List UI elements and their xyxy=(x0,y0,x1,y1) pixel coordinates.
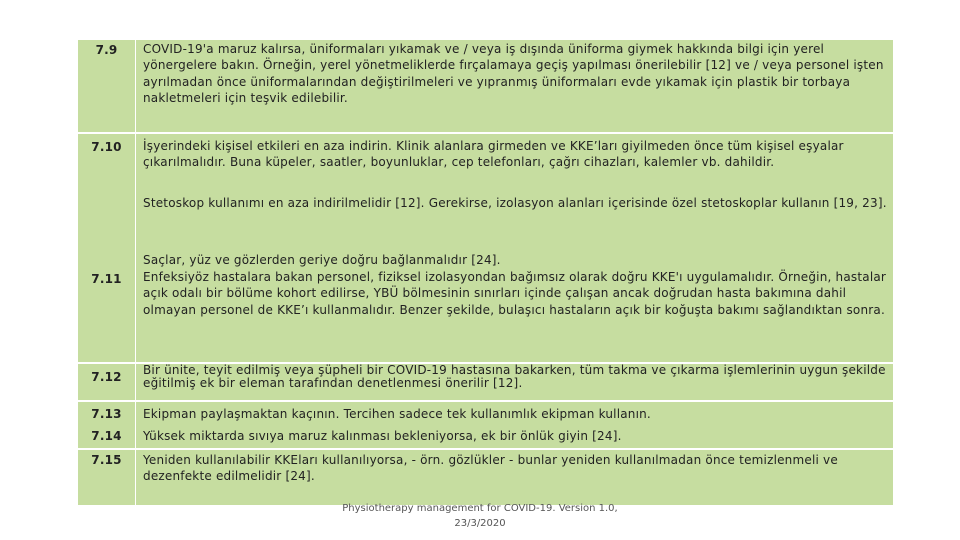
footer xyxy=(330,501,630,531)
row-number-7-14: 7.14 xyxy=(91,429,122,443)
row-divider xyxy=(78,132,893,134)
row-text-7-11: Enfeksiyöz hastalara bakan personel, fiziksel izolasyondan bağımsız olarak doğru KKE'ı uygulamalıdır. Örneğin, hastalar açık odalı bir bölüme kohort edilirse, YBÜ bölmesinin sınırları içinde çalışan ancak doğrudan hasta bakımına dahil olmayan personel de KKE’ı kullanmalıdır. Benzer şekilde, bulaşıcı hastaların açık bir koğuşta bakımı sağlandıktan sonra. xyxy=(143,270,887,317)
row-text-stethoscope: Stetoskop kullanımı en aza indirilmelidir [12]. Gerekirse, izolasyon alanları içerisinde özel stetoskoplar kullanın [19, 23]. xyxy=(143,196,887,210)
row-text-hair: Saçlar, yüz ve gözlerden geriye doğru bağlanmalıdır [24]. xyxy=(143,253,501,267)
column-divider xyxy=(135,40,136,505)
footer-line-2: 23/3/2020 xyxy=(454,518,506,529)
row-text-7-14: Yüksek miktarda sıvıya maruz kalınması bekleniyorsa, ek bir önlük giyin [24]. xyxy=(143,429,622,443)
row-text-7-12: Bir ünite, teyit edilmiş veya şüpheli bir COVID-19 hastasına bakarken, tüm takma ve çıkarma işlemlerinin uygun şekilde eğitilmiş ek bir eleman tarafından denetlenmesi önerilir [12]. xyxy=(143,363,886,390)
footer-line-1: Physiotherapy management for COVID-19. Version 1.0, xyxy=(342,503,618,514)
row-number-7-10: 7.10 xyxy=(91,140,122,154)
row-number-7-9: 7.9 xyxy=(95,43,118,57)
row-text-7-13: Ekipman paylaşmaktan kaçının. Tercihen sadece tek kullanımlık ekipman kullanın. xyxy=(143,407,651,421)
row-divider xyxy=(78,448,893,450)
row-text-7-9: COVID-19'a maruz kalırsa, üniformaları yıkamak ve / veya iş dışında üniforma giymek hakkında bilgi için yerel yönergelere bakın. Örneğin, yerel yönetmeliklerde fırçalamaya geçiş yapılması önerilebilir [12] ve / veya personel işten ayrılmadan önce üniformalarından değiştirilmeleri ve yıpranmış üniformaları evde yıkamak için plastik bir torbaya nakletmeleri için teşvik edilebilir. xyxy=(143,42,884,105)
row-text-7-10: İşyerindeki kişisel etkileri en aza indirin. Klinik alanlara girmeden ve KKE’ları giyilmeden önce tüm kişisel eşyalar çıkarılmalıdır. Buna küpeler, saatler, boyunluklar, cep telefonları, çağrı cihazları, kalemler vb. dahildir. xyxy=(143,139,844,170)
row-number-7-15: 7.15 xyxy=(91,453,122,467)
row-text-7-15: Yeniden kullanılabilir KKEları kullanılıyorsa, - örn. gözlükler - bunlar yeniden kullanılmadan önce temizlenmeli ve dezenfekte edilmelidir [24]. xyxy=(143,453,838,484)
row-number-7-12: 7.12 xyxy=(91,370,122,384)
row-divider xyxy=(78,400,893,402)
row-number-7-13: 7.13 xyxy=(91,407,122,421)
row-number-7-11: 7.11 xyxy=(91,272,122,286)
